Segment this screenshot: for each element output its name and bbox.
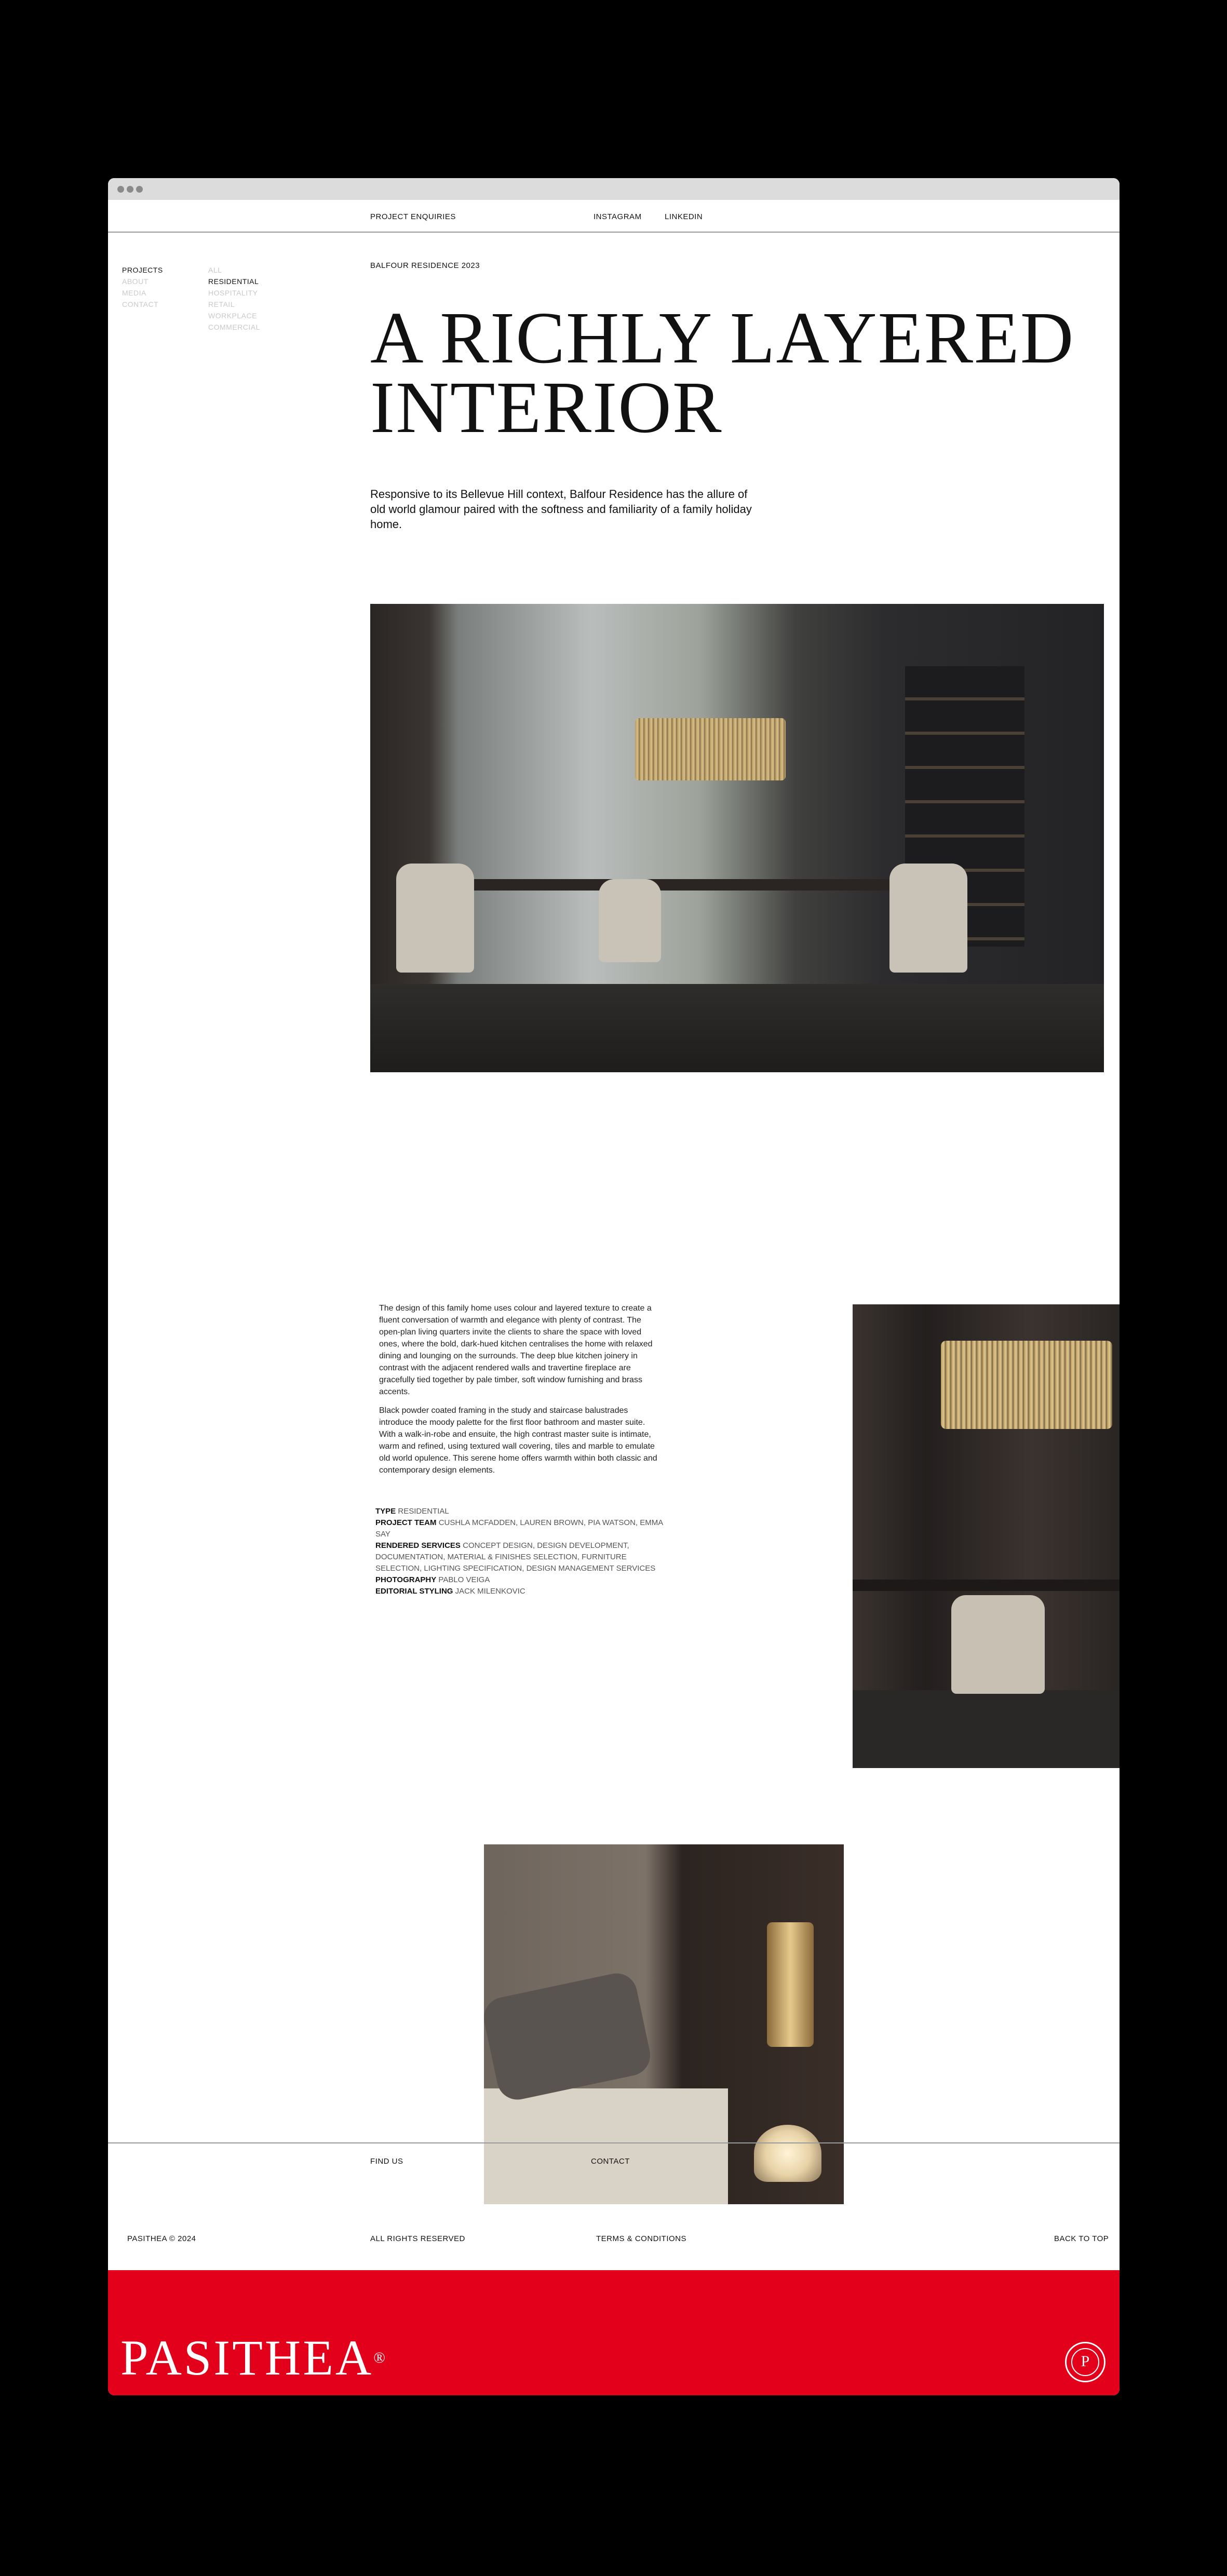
credit-type: TYPE RESIDENTIAL (375, 1507, 449, 1516)
credit-services: RENDERED SERVICES CONCEPT DESIGN, DESIGN DEVELOPMENT, DOCUMENTATION, MATERIAL & FINISHES SELECTION, FURNITURE SELECTION, LIGHTING SPECIFICATION, DESIGN MANAGEMENT SERVICES (375, 1541, 656, 1573)
category-item-workplace[interactable]: WORKPLACE (208, 312, 257, 320)
sidebar-main-nav (122, 264, 163, 310)
browser-chrome (108, 178, 1120, 200)
instagram-link[interactable]: INSTAGRAM (594, 212, 642, 221)
page-title (370, 296, 1075, 448)
hero-dining-photo (370, 604, 1104, 1072)
linkedin-link[interactable]: LINKEDIN (665, 212, 703, 221)
chair (599, 879, 661, 962)
footer-copyright: PASITHEA © 2024 (127, 2234, 196, 2243)
category-item-all[interactable]: ALL (208, 266, 222, 274)
detail-chandelier-photo (853, 1304, 1120, 1768)
browser-window (108, 178, 1120, 2395)
chandelier (941, 1341, 1112, 1429)
category-item-residential[interactable]: RESIDENTIAL (208, 277, 259, 286)
chair (951, 1595, 1045, 1694)
title-line-2: INTERIOR (370, 366, 723, 448)
sidebar-item-media[interactable]: MEDIA (122, 289, 146, 297)
category-item-commercial[interactable]: COMMERCIAL (208, 323, 260, 331)
credit-photography: PHOTOGRAPHY PABLO VEIGA (375, 1575, 490, 1584)
dining-table (853, 1580, 1120, 1591)
footer-divider (108, 2142, 1120, 2143)
back-to-top-link[interactable]: BACK TO TOP (1054, 2234, 1109, 2243)
footer-brand-band (108, 2270, 1120, 2395)
sidebar-item-about[interactable]: ABOUT (122, 277, 149, 286)
pasithea-seal-icon: P (1065, 2342, 1105, 2382)
bedroom-photo (484, 1844, 844, 2204)
chair (889, 864, 967, 973)
project-paragraph-1: The design of this family home uses colour and layered texture to create a fluent conversation of warmth and elegance with plenty of contrast. The open-plan living quarters invite the clients to share the space with loved ones, where the bold, dark-hued kitchen centralises the home with relaxed dining and lounging on the surrounds. The deep blue kitchen joinery in contrast with the adjacent rendered walls and travertine fireplace are gracefully tied together by pale timber, soft window furnishing and brass accents. (379, 1304, 653, 1396)
wall-sconce (767, 1922, 814, 2047)
chandelier (635, 718, 786, 780)
project-paragraph-2: Black powder coated framing in the study and staircase balustrades introduce the moody palette for the first floor bathroom and master suite. With a walk-in-robe and ensuite, the high contrast master suite is intimate, warm and refined, using textured wall covering, tiles and marble to emulate old world opulence. This serene home offers warmth within both classic and contemporary design elements. (379, 1406, 657, 1475)
project-credits (375, 1506, 666, 1597)
bed (484, 2088, 728, 2204)
title-line-1: A RICHLY LAYERED (370, 296, 1075, 379)
pillow (484, 1970, 654, 2103)
window-dot-icon[interactable] (127, 186, 133, 193)
sidebar-item-projects[interactable]: PROJECTS (122, 266, 163, 274)
credit-team: PROJECT TEAM CUSHLA MCFADDEN, LAUREN BROWN, PIA WATSON, EMMA SAY (375, 1518, 663, 1539)
pasithea-logo[interactable]: PASITHEA® (120, 2330, 387, 2385)
table-lamp (754, 2125, 821, 2182)
window-dot-icon[interactable] (136, 186, 143, 193)
credit-styling: EDITORIAL STYLING JACK MILENKOVIC (375, 1587, 525, 1596)
window-dot-icon[interactable] (117, 186, 124, 193)
dining-table (459, 879, 915, 891)
terms-link[interactable]: TERMS & CONDITIONS (596, 2234, 687, 2243)
footer-contact-heading: CONTACT (591, 2157, 630, 2166)
header-divider (108, 232, 1120, 233)
floor (853, 1690, 1120, 1768)
chair (396, 864, 474, 973)
floor (370, 984, 1104, 1072)
sidebar-category-nav (208, 264, 260, 333)
project-eyebrow: BALFOUR RESIDENCE 2023 (370, 261, 480, 270)
footer-find-us-heading: FIND US (370, 2157, 403, 2166)
category-item-hospitality[interactable]: HOSPITALITY (208, 289, 258, 297)
footer-rights: ALL RIGHTS RESERVED (370, 2234, 465, 2243)
project-intro: Responsive to its Bellevue Hill context, Balfour Residence has the allure of old world glamour paired with the softness and familiarity of a family holiday home. (370, 488, 752, 531)
category-item-retail[interactable]: RETAIL (208, 300, 235, 308)
project-enquiries-link[interactable]: PROJECT ENQUIRIES (370, 212, 456, 221)
sidebar-item-contact[interactable]: CONTACT (122, 300, 159, 308)
